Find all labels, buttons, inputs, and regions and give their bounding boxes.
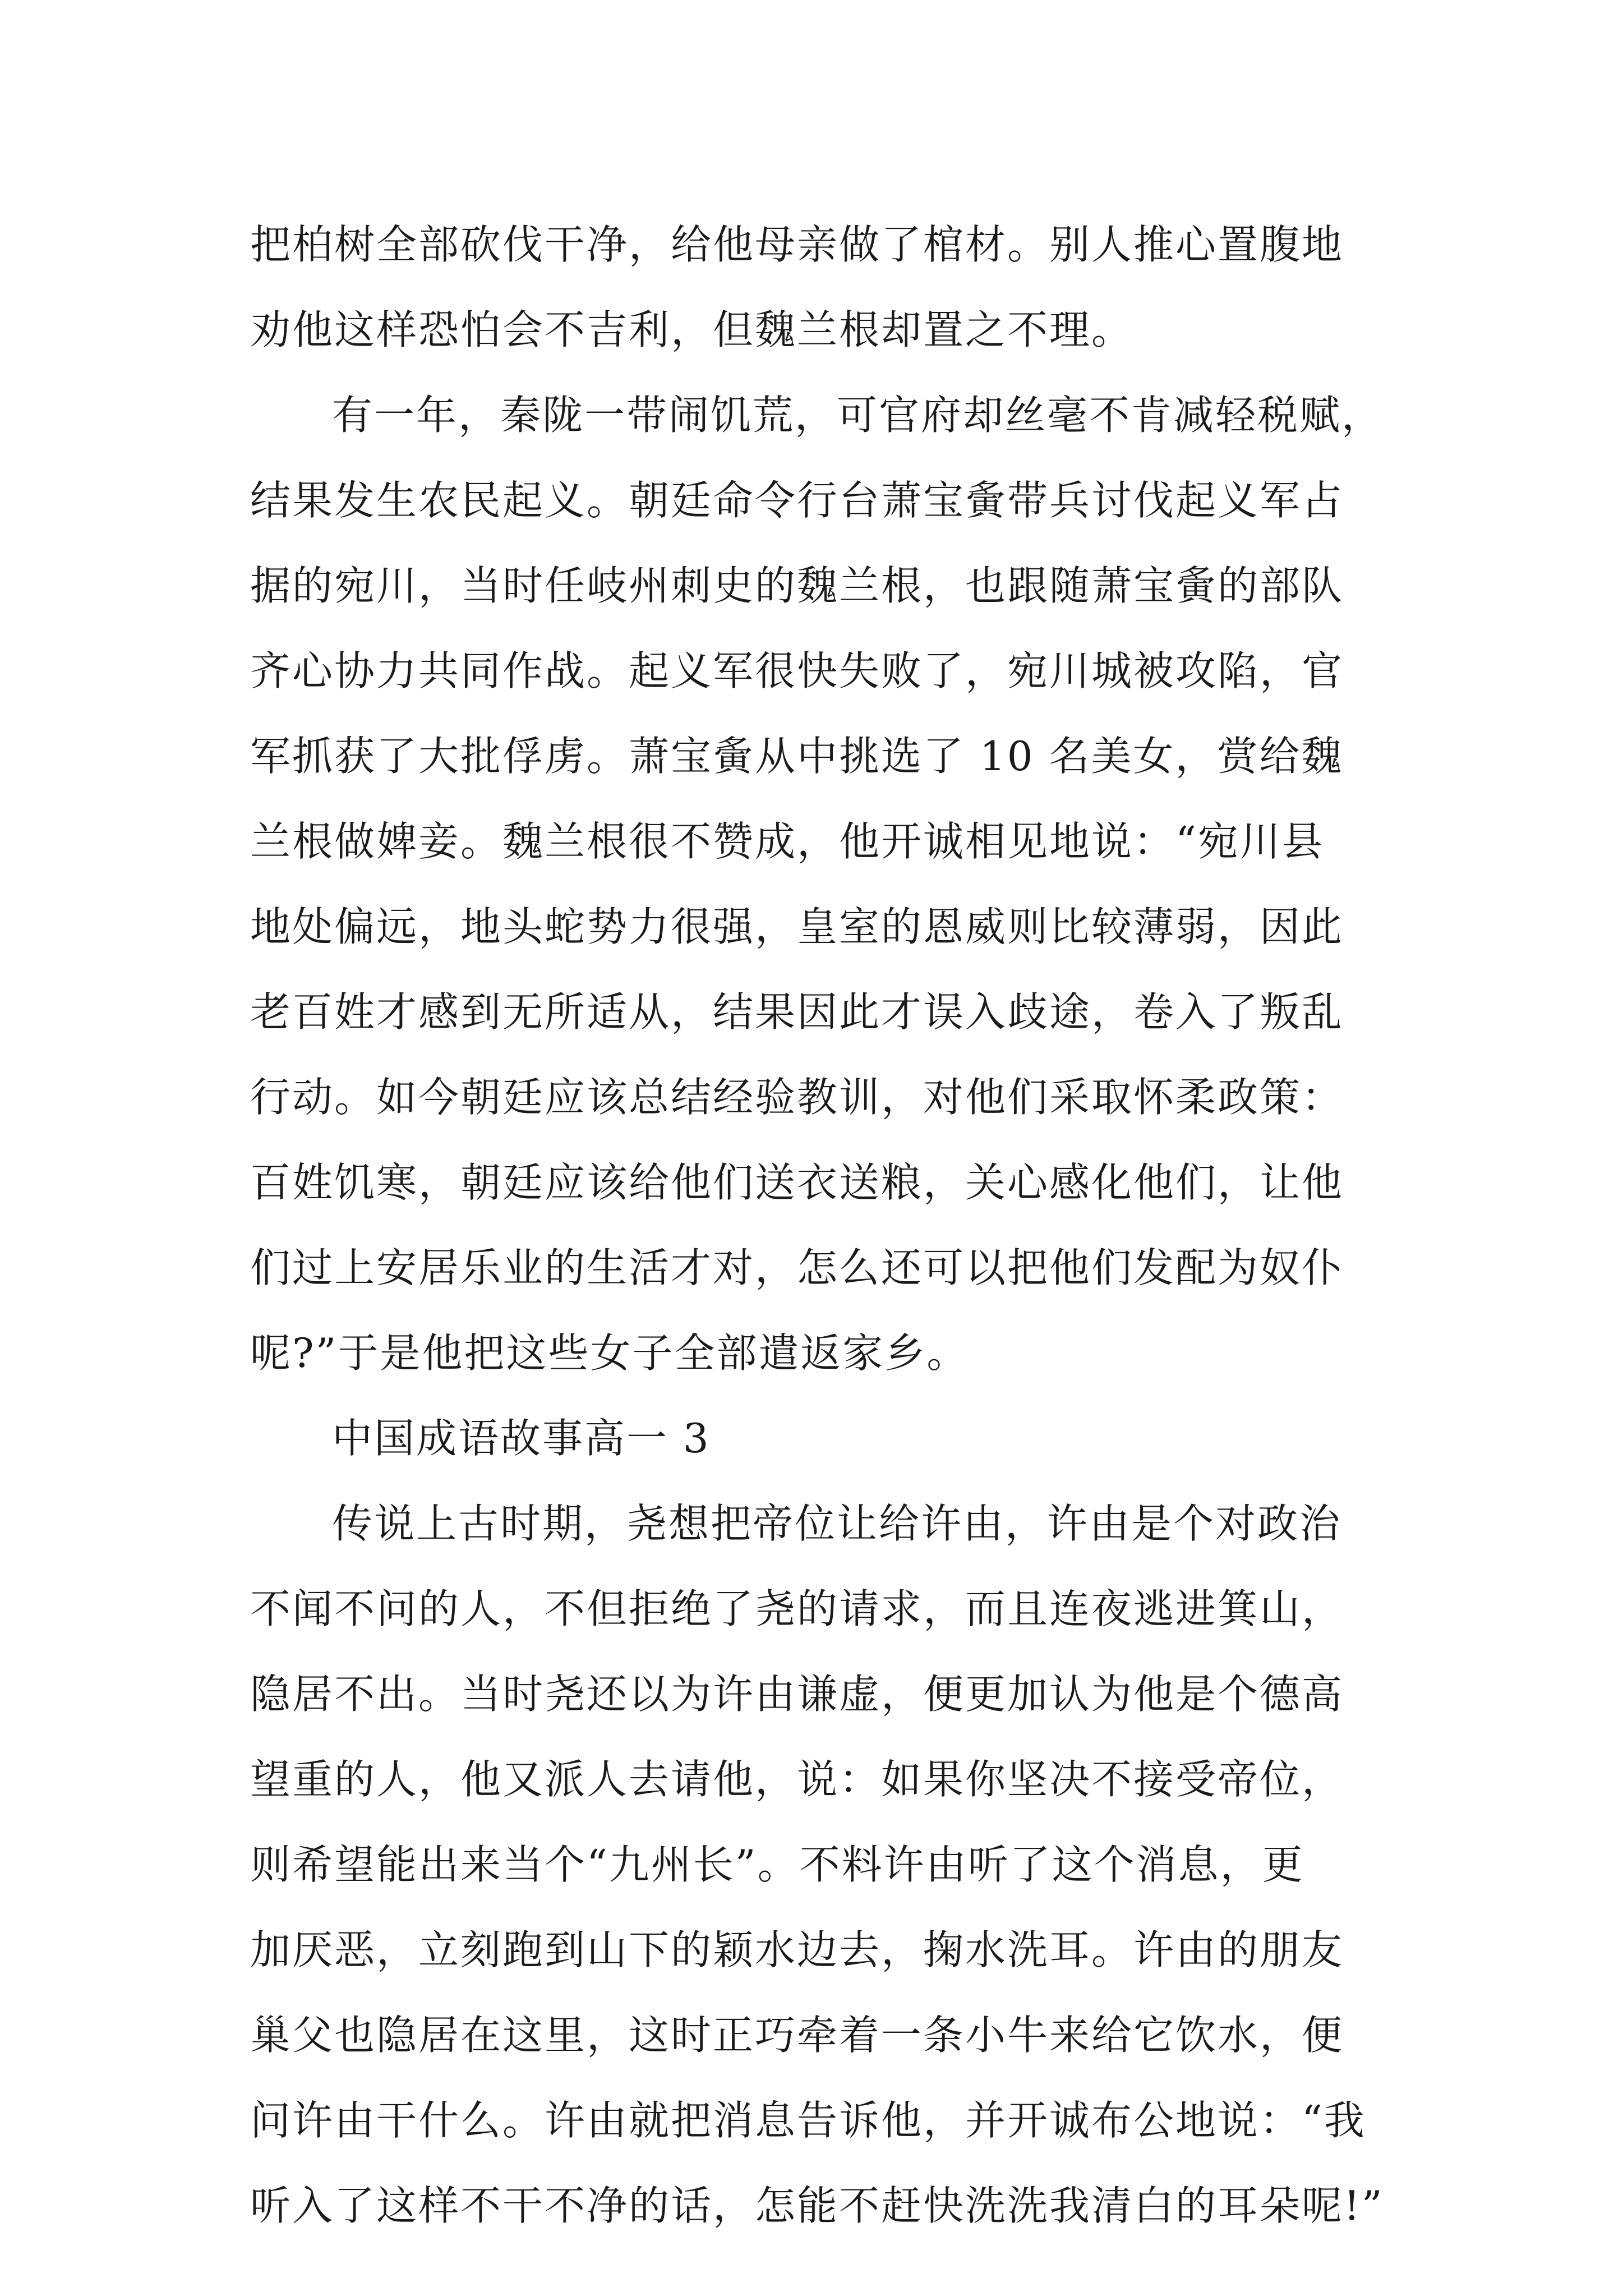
text-line: 兰根做婢妾。魏兰根很不赞成，他开诚相见地说：“宛川县 — [250, 818, 1324, 865]
section-heading: 中国成语故事高一 3 — [332, 1415, 711, 1462]
text-line: 劝他这样恐怕会不吉利，但魏兰根却置之不理。 — [250, 306, 1134, 353]
body-text — [250, 202, 1389, 2248]
text-line: 不闻不问的人，不但拒绝了尧的请求，而且连夜逃进箕山， — [250, 1585, 1344, 1632]
paragraph-start-line: 有一年，秦陇一带闹饥荒，可官府却丝毫不肯减轻税赋， — [332, 392, 1384, 439]
text-line: 则希望能出来当个“九州长”。不料许由听了这个消息，更 — [250, 1841, 1304, 1888]
text-line: 问许由干什么。许由就把消息告诉他，并开诚布公地说：“我 — [250, 2097, 1366, 2144]
text-line: 听入了这样不干不净的话，怎能不赶快洗洗我清白的耳朵呢!” — [250, 2182, 1384, 2229]
text-line: 齐心协力共同作战。起义军很快失败了，宛川城被攻陷，官 — [250, 647, 1344, 694]
text-line: 地处偏远，地头蛇势力很强，皇室的恩威则比较薄弱，因此 — [250, 903, 1344, 950]
text-line: 百姓饥寒，朝廷应该给他们送衣送粮，关心感化他们，让他 — [250, 1159, 1344, 1206]
text-line: 结果发生农民起义。朝廷命令行台萧宝夤带兵讨伐起义军占 — [250, 477, 1344, 524]
text-line: 望重的人，他又派人去请他，说：如果你坚决不接受帝位， — [250, 1756, 1344, 1803]
text-line: 据的宛川，当时任岐州刺史的魏兰根，也跟随萧宝夤的部队 — [250, 562, 1344, 609]
paragraph-start-line: 传说上古时期，尧想把帝位让给许由，许由是个对政治 — [332, 1500, 1342, 1547]
text-line: 军抓获了大批俘虏。萧宝夤从中挑选了 10 名美女，赏给魏 — [250, 733, 1344, 780]
text-line: 隐居不出。当时尧还以为许由谦虚，便更加认为他是个德高 — [250, 1671, 1344, 1718]
text-line: 呢?”于是他把这些女子全部遣返家乡。 — [250, 1329, 969, 1377]
text-line: 行动。如今朝廷应该总结经验教训，对他们采取怀柔政策： — [250, 1074, 1344, 1121]
text-line: 加厌恶，立刻跑到山下的颖水边去，掬水洗耳。许由的朋友 — [250, 1926, 1344, 1973]
text-line: 把柏树全部砍伐干净，给他母亲做了棺材。别人推心置腹地 — [250, 221, 1344, 268]
text-line: 们过上安居乐业的生活才对，怎么还可以把他们发配为奴仆 — [250, 1244, 1344, 1291]
text-line: 巢父也隐居在这里，这时正巧牵着一条小牛来给它饮水，便 — [250, 2012, 1344, 2059]
text-line: 老百姓才感到无所适从，结果因此才误入歧途，卷入了叛乱 — [250, 988, 1344, 1036]
